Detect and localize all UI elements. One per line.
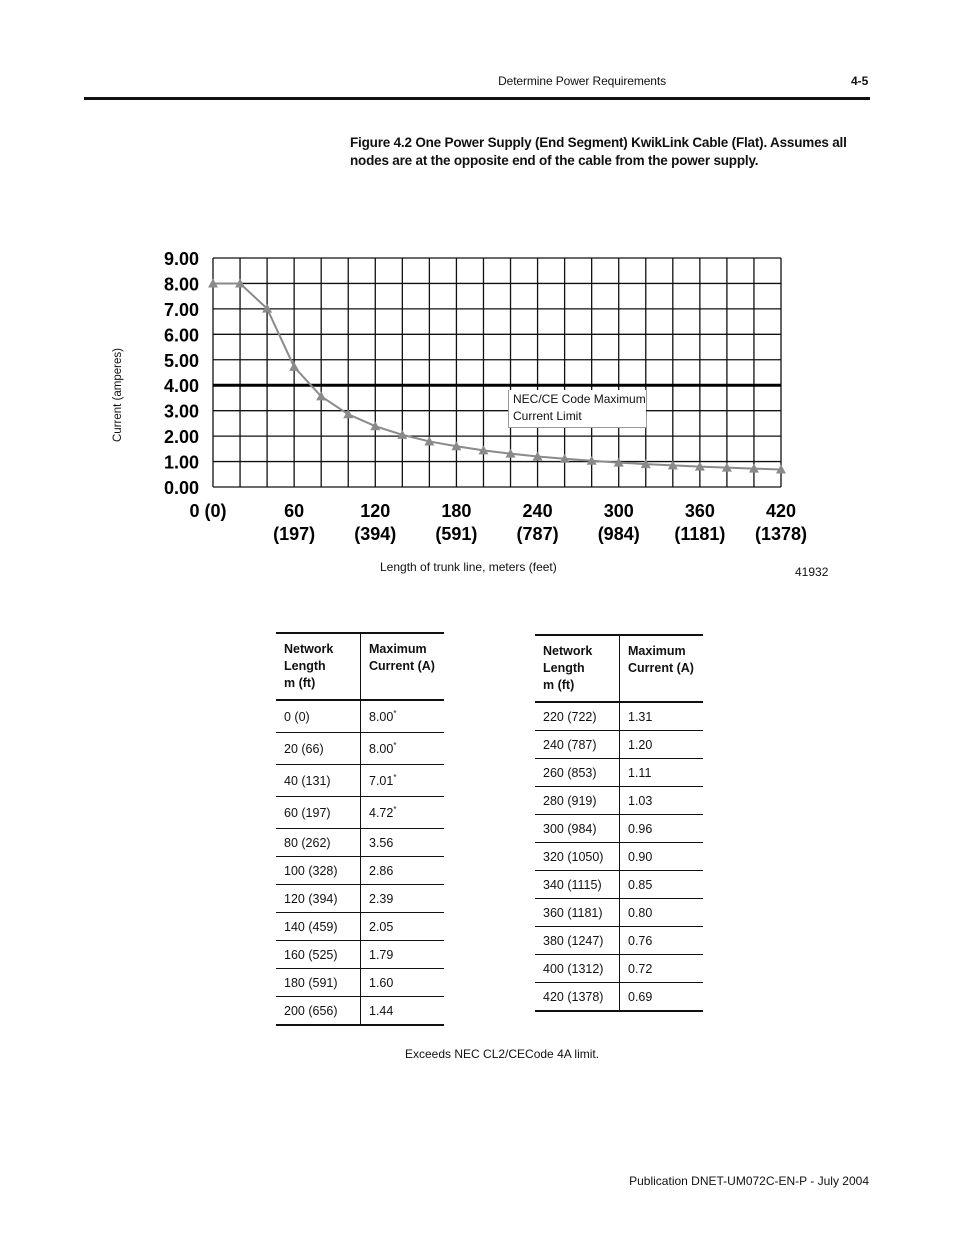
table-row — [276, 997, 444, 1026]
cell-length: 20 (66) — [276, 733, 361, 765]
table-row — [276, 733, 444, 765]
header-network-length — [276, 633, 361, 700]
current-value: 0.85 — [628, 877, 653, 892]
x-tick-label: 180 — [441, 501, 472, 521]
current-value: 0.69 — [628, 989, 653, 1004]
current-value: 4.72 — [369, 806, 394, 821]
current-value: 1.44 — [369, 1003, 394, 1018]
current-value: 2.05 — [369, 919, 394, 934]
cell-length: 40 (131) — [276, 765, 361, 797]
table-row — [535, 955, 703, 983]
cell-current — [361, 857, 445, 885]
cell-current — [620, 871, 704, 899]
current-value: 1.11 — [628, 765, 652, 780]
cell-current — [361, 765, 445, 797]
current-value: 0.80 — [628, 905, 653, 920]
header-maximum-current — [361, 633, 445, 700]
cell-current — [620, 702, 704, 731]
data-point-marker — [289, 362, 299, 371]
table-row — [535, 815, 703, 843]
x-tick-label: 0 (0) — [189, 501, 227, 521]
current-value: 3.56 — [369, 835, 394, 850]
current-value: 1.60 — [369, 975, 394, 990]
x-tick-label: 240 — [522, 501, 553, 521]
current-value: 2.39 — [369, 891, 394, 906]
series-line — [213, 283, 781, 469]
y-tick-label: 5.00 — [163, 350, 199, 371]
cell-current — [361, 997, 445, 1026]
current-table-right — [535, 634, 703, 1012]
table-row — [535, 843, 703, 871]
table-header-row — [276, 633, 444, 700]
table-row — [276, 913, 444, 941]
cell-current — [620, 731, 704, 759]
footnote-marker: * — [393, 708, 397, 718]
x-tick-label-feet: (1378) — [754, 524, 808, 544]
annotation-line-2: Current Limit — [513, 409, 582, 423]
table-row — [276, 829, 444, 857]
table-row — [276, 969, 444, 997]
cell-current — [620, 983, 704, 1012]
cell-current — [361, 797, 445, 829]
page-number: 4-5 — [851, 74, 869, 88]
x-tick-label: 300 — [603, 501, 634, 521]
footnote-marker: * — [393, 740, 397, 750]
cell-length: 240 (787) — [535, 731, 620, 759]
header-maximum-current — [620, 635, 704, 702]
cell-length: 0 (0) — [276, 700, 361, 733]
cell-length: 340 (1115) — [535, 871, 620, 899]
cell-current — [620, 787, 704, 815]
current-value: 8.00 — [369, 742, 394, 757]
header-line: m (ft) — [284, 676, 316, 690]
x-tick-label-feet: (197) — [273, 524, 316, 544]
x-tick-label-feet: (984) — [597, 524, 640, 544]
cell-length: 120 (394) — [276, 885, 361, 913]
current-table-left — [276, 632, 444, 1026]
header-network-length — [535, 635, 620, 702]
x-tick-label: 420 — [765, 501, 797, 521]
cell-length: 60 (197) — [276, 797, 361, 829]
footnote-marker: * — [393, 804, 397, 814]
header-line: Length — [284, 659, 326, 673]
current-value: 1.31 — [628, 709, 653, 724]
table-row — [535, 871, 703, 899]
table-row — [535, 983, 703, 1012]
header-line: Current (A) — [369, 659, 435, 673]
cell-current — [361, 733, 445, 765]
y-tick-label: 3.00 — [163, 401, 199, 422]
cell-current — [620, 899, 704, 927]
y-tick-label: 2.00 — [163, 427, 199, 448]
x-tick-label-feet: (591) — [435, 524, 478, 544]
footnote-marker: * — [393, 772, 397, 782]
cell-length: 200 (656) — [276, 997, 361, 1026]
table-row — [535, 702, 703, 731]
current-value: 0.76 — [628, 933, 653, 948]
cell-current — [361, 941, 445, 969]
x-tick-label: 360 — [684, 501, 715, 521]
annotation-line-1: NEC/CE Code Maximum — [513, 392, 646, 406]
current-value: 7.01 — [369, 774, 394, 789]
current-value: 1.03 — [628, 793, 653, 808]
cell-current — [361, 885, 445, 913]
table-row — [276, 797, 444, 829]
cell-current — [620, 759, 704, 787]
header-line: m (ft) — [543, 678, 575, 692]
running-header-section: Determine Power Requirements — [498, 74, 666, 88]
cell-length: 400 (1312) — [535, 955, 620, 983]
table-row — [276, 885, 444, 913]
cell-length: 100 (328) — [276, 857, 361, 885]
y-tick-label: 0.00 — [163, 478, 199, 498]
header-line: Network — [284, 642, 334, 656]
publication-footer: Publication DNET-UM072C-EN-P - July 2004 — [629, 1174, 869, 1188]
x-tick-label-feet: (787) — [516, 524, 559, 544]
table-row — [535, 787, 703, 815]
cell-length: 140 (459) — [276, 913, 361, 941]
current-vs-length-chart — [100, 240, 820, 560]
figure-number: 41932 — [795, 565, 829, 579]
x-axis-title: Length of trunk line, meters (feet) — [380, 560, 557, 574]
table-header-row — [535, 635, 703, 702]
cell-current — [361, 913, 445, 941]
current-value: 1.20 — [628, 737, 653, 752]
cell-length: 360 (1181) — [535, 899, 620, 927]
table-row — [535, 731, 703, 759]
y-axis-title: Current (amperes) — [112, 348, 124, 442]
cell-length: 220 (722) — [535, 702, 620, 731]
cell-length: 180 (591) — [276, 969, 361, 997]
cell-length: 380 (1247) — [535, 927, 620, 955]
table-row — [535, 927, 703, 955]
table-row — [535, 899, 703, 927]
header-line: Maximum — [628, 644, 686, 658]
header-line: Length — [543, 661, 585, 675]
table-row — [535, 759, 703, 787]
cell-current — [620, 815, 704, 843]
x-tick-label: 60 — [284, 501, 305, 521]
x-tick-label-feet: (394) — [354, 524, 397, 544]
cell-length: 280 (919) — [535, 787, 620, 815]
current-value: 8.00 — [369, 710, 394, 725]
y-tick-label: 9.00 — [163, 249, 199, 269]
cell-current — [620, 843, 704, 871]
y-tick-label: 7.00 — [163, 299, 199, 320]
cell-current — [620, 927, 704, 955]
y-tick-label: 1.00 — [163, 452, 199, 473]
header-line: Current (A) — [628, 661, 694, 675]
x-tick-label: 120 — [360, 501, 391, 521]
table-row — [276, 700, 444, 733]
table-row — [276, 941, 444, 969]
cell-current — [361, 700, 445, 733]
y-tick-label: 8.00 — [163, 274, 199, 295]
current-value: 2.86 — [369, 863, 394, 878]
current-value: 1.79 — [369, 947, 394, 962]
table-row — [276, 765, 444, 797]
footnote: Exceeds NEC CL2/CECode 4A limit. — [405, 1047, 600, 1061]
current-value: 0.96 — [628, 821, 653, 836]
cell-current — [361, 829, 445, 857]
header-line: Network — [543, 644, 593, 658]
current-value: 0.90 — [628, 849, 653, 864]
header-rule — [84, 97, 870, 100]
x-tick-label-feet: (1181) — [674, 524, 726, 544]
figure-caption: Figure 4.2 One Power Supply (End Segment) KwikLink Cable (Flat). Assumes all nodes are at the opposite end of the cable from the power supply. — [350, 135, 847, 168]
header-line: Maximum — [369, 642, 427, 656]
cell-length: 260 (853) — [535, 759, 620, 787]
cell-length: 80 (262) — [276, 829, 361, 857]
current-value: 0.72 — [628, 961, 653, 976]
cell-length: 160 (525) — [276, 941, 361, 969]
y-tick-label: 4.00 — [163, 376, 199, 397]
cell-length: 320 (1050) — [535, 843, 620, 871]
cell-current — [361, 969, 445, 997]
y-tick-label: 6.00 — [163, 325, 199, 346]
cell-length: 300 (984) — [535, 815, 620, 843]
table-row — [276, 857, 444, 885]
nec-limit-annotation — [508, 390, 646, 428]
cell-current — [620, 955, 704, 983]
cell-length: 420 (1378) — [535, 983, 620, 1012]
